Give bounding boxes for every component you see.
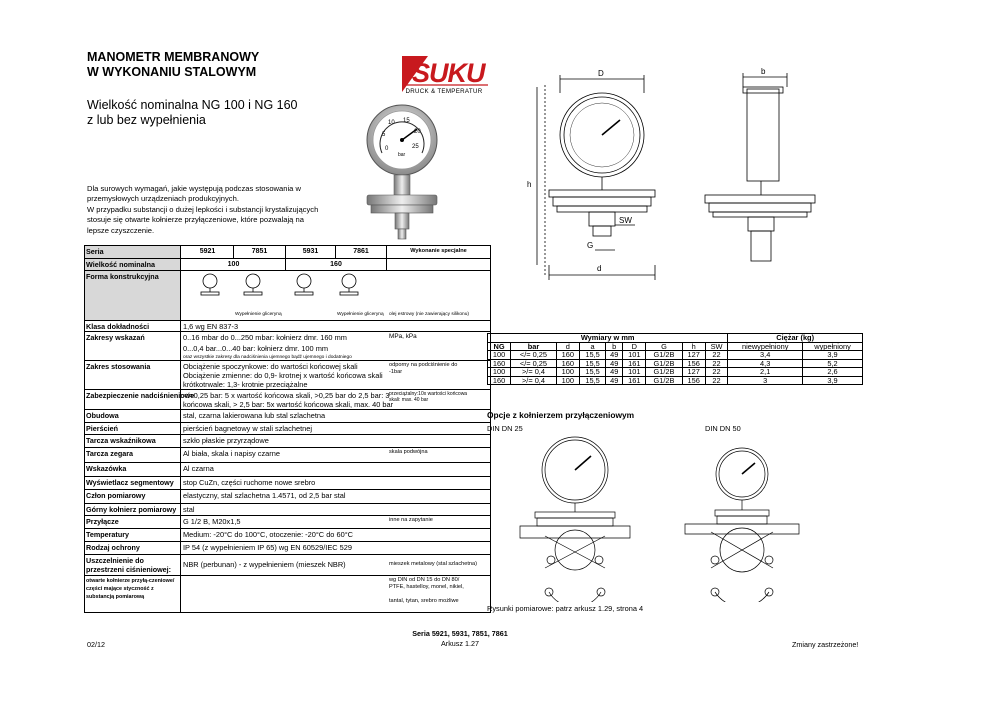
spec-value: stal, czarna lakierowana lub stal szlachetna (183, 411, 326, 420)
special-header: Wykonanie specjalne (410, 248, 467, 254)
spec-row (85, 489, 490, 503)
spec-value-line: Obciążenie zmienne: do 0,9- krotnej x wartość końcowa skali (183, 371, 383, 380)
page-subtitle (87, 98, 298, 128)
dim-label-h: h (527, 180, 532, 189)
spec-row (85, 422, 490, 434)
intro-text (87, 184, 357, 236)
size-cell: 100 (182, 259, 286, 270)
dims-cell: 100 (556, 368, 579, 377)
dims-cell: 2,1 (728, 368, 803, 377)
spec-label: Zabezpieczenie nadciśnieniowe (85, 390, 181, 409)
dims-cell: 22 (705, 359, 728, 368)
dims-cell: 161 (623, 359, 646, 368)
form-note: olej estrowy (nie zawierający silikonu) (389, 312, 469, 317)
dims-header: wypełniony (803, 342, 863, 351)
dims-header: d (556, 342, 579, 351)
dims-cell: 101 (623, 351, 646, 360)
dim-label-b: b (761, 67, 766, 76)
spec-label: Wskazówka (85, 463, 181, 476)
spec-value-line: </=0,25 bar: 5 x wartość końcowa skali, >0,25 bar do 2,5 bar: 3 (183, 391, 390, 400)
spec-row (85, 554, 490, 575)
page-title (87, 50, 259, 80)
spec-label: Temperatury (85, 529, 181, 541)
dims-header: b (606, 342, 623, 351)
title-line-1: MANOMETR MEMBRANOWY (87, 50, 260, 64)
dims-cell: 3,4 (728, 351, 803, 360)
dim-label-SW: SW (619, 216, 632, 225)
options-title: Opcje z kołnierzem przyłączeniowym (487, 410, 635, 420)
spec-side-line: odporny na podciśnienie do (389, 362, 458, 368)
dims-cell: 3,9 (803, 351, 863, 360)
dims-cell: 160 (556, 359, 579, 368)
intro-line: lepsze czyszczenie. (87, 225, 155, 235)
spec-value: stop CuZn, części ruchome nowe srebro (183, 478, 316, 487)
dims-cell: </= 0,25 (511, 359, 557, 368)
spec-value-line: 0..16 mbar do 0...250 mbar: kołnierz dmr. 160 mm (183, 333, 347, 342)
series-cell: 5931 (286, 246, 336, 258)
spec-row (85, 476, 490, 489)
spec-label: Klasa dokładności (85, 321, 181, 331)
dims-header: h (682, 342, 705, 351)
spec-value: pierścień bagnetowy w stali szlachetnej (183, 424, 312, 433)
spec-row (85, 389, 490, 409)
subtitle-line-1: Wielkość nominalna NG 100 i NG 160 (87, 98, 298, 112)
dial-number: 0 (385, 146, 389, 152)
spec-side-line: PTFE, hastelloy, monel, nikiel, (389, 584, 464, 590)
spec-side (387, 361, 490, 389)
dimensions-table (487, 333, 863, 385)
spec-side-line: skali: max. 40 bar (389, 397, 429, 403)
dims-header: D (623, 342, 646, 351)
form-note: Wypełnienie gliceryną (337, 312, 384, 317)
dim-label-D: D (598, 69, 604, 78)
dims-cell: 156 (682, 359, 705, 368)
footer-series: Seria 5921, 5931, 7851, 7861 (412, 629, 508, 638)
spec-side (387, 390, 490, 409)
dims-title: Wymiary w mm (488, 334, 728, 343)
spec-label: Przyłącze (85, 516, 181, 528)
spec-row-series (85, 246, 490, 258)
dims-cell: 15,5 (579, 376, 605, 385)
dial-number: 25 (412, 144, 419, 150)
dims-header: NG (488, 342, 511, 351)
spec-value: Al biała, skala i napisy czarne (183, 449, 280, 458)
dims-cell: 49 (606, 368, 623, 377)
spec-row (85, 528, 490, 541)
dims-cell: 49 (606, 376, 623, 385)
spec-label: Tarcza zegara (85, 448, 181, 462)
dims-cell: G1/2B (646, 359, 682, 368)
spec-side-line: wg DIN od DN 15 do DN 80/ (389, 577, 460, 583)
spec-value: G 1/2 B, M20x1,5 (183, 517, 241, 526)
spec-label: Seria (85, 246, 181, 258)
dial-unit: bar (398, 152, 406, 158)
spec-row (85, 575, 490, 612)
dims-cell: 22 (705, 376, 728, 385)
spec-label: Uszczelnienie do przestrzeni ciśnieniowej: (85, 555, 181, 575)
spec-side: inne na zapytanie (389, 517, 433, 523)
dims-cell: 2,6 (803, 368, 863, 377)
form-note: Wypełnienie gliceryną (235, 312, 282, 317)
spec-row (85, 434, 490, 447)
spec-side (387, 576, 490, 612)
dims-cell: >/= 0,4 (511, 376, 557, 385)
intro-line: przemysłowych urządzeniach produkcyjnych. (87, 194, 239, 204)
spec-value: Medium: -20°C do 100°C, otoczenie: -20°C do 60°C (183, 530, 353, 539)
spec-value-line: Obciążenie spoczynkowe: do wartości końcowej skali (183, 362, 358, 371)
spec-label: otwarte kołnierze przyłą-czeniowe/ części mające styczność z substancją pomiarową (85, 576, 181, 612)
spec-value: Al czarna (183, 464, 214, 473)
spec-side-line: tantal, tytan, srebro możliwe (389, 598, 459, 604)
spec-label: Człon pomiarowy (85, 490, 181, 503)
series-cell: 5921 (182, 246, 234, 258)
dims-cell: 15,5 (579, 351, 605, 360)
dims-cell: >/= 0,4 (511, 368, 557, 377)
dims-cell: 3,9 (803, 376, 863, 385)
dims-cell: 15,5 (579, 368, 605, 377)
reference-note: Rysunki pomiarowe: patrz arkusz 1.29, strona 4 (487, 604, 644, 613)
spec-label: Wyświetlacz segmentowy (85, 477, 181, 489)
dim-label-d: d (597, 264, 602, 273)
dims-cell: 161 (623, 376, 646, 385)
dims-cell: 4,3 (728, 359, 803, 368)
gauge-photo-icon (355, 103, 450, 241)
dims-cell: 22 (705, 368, 728, 377)
dims-cell: 127 (682, 368, 705, 377)
dims-row (488, 351, 863, 360)
dims-cell: 100 (488, 368, 511, 377)
dims-cell: 156 (682, 376, 705, 385)
footer-sheet: Arkusz 1.27 (441, 639, 479, 648)
svg-text:SUKU: SUKU (412, 58, 485, 88)
spec-label: Obudowa (85, 410, 181, 422)
spec-value: NBR (perbunan) - z wypełnieniem (mieszek NBR) (183, 560, 346, 569)
dims-cell: 101 (623, 368, 646, 377)
spec-label: Górny kołnierz pomiarowy (85, 504, 181, 515)
spec-label: Rodzaj ochrony (85, 542, 181, 554)
dimension-drawing (515, 65, 855, 283)
footer-date: 02/12 (87, 640, 105, 649)
dims-cell: 3 (728, 376, 803, 385)
dims-cell: 22 (705, 351, 728, 360)
spec-label: Wielkość nominalna (85, 259, 181, 270)
spec-row-size (85, 258, 490, 270)
intro-line: W przypadku substancji o dużej lepkości i substancji krystalizujących (87, 204, 319, 214)
dial-number: 5 (382, 132, 386, 138)
spec-side: mieszek metalowy (stal szlachetna) (389, 561, 477, 567)
dims-cell: 15,5 (579, 359, 605, 368)
dims-header: a (579, 342, 605, 351)
spec-label: Zakresy wskazań (85, 332, 181, 360)
spec-label: Zakres stosowania (85, 361, 181, 389)
dims-header: niewypełniony (728, 342, 803, 351)
spec-row (85, 360, 490, 389)
spec-row (85, 447, 490, 462)
dial-number: 15 (403, 118, 410, 124)
dims-cell: 49 (606, 351, 623, 360)
dims-cell: 5,2 (803, 359, 863, 368)
spec-side-line: przeciążalny:10x wartości końcowa (389, 391, 468, 397)
footer-center (320, 629, 600, 649)
spec-value: szkło płaskie przyrządowe (183, 436, 269, 445)
flange-options-drawing (515, 432, 855, 602)
spec-value: elastyczny, stal szlachetna 1.4571, od 2,5 bar stal (183, 491, 346, 500)
spec-side: MPa, kPa (389, 333, 417, 340)
dims-cell: G1/2B (646, 351, 682, 360)
spec-value: stal (183, 505, 195, 514)
weight-title: Ciężar (kg) (728, 334, 863, 343)
series-cell: 7851 (234, 246, 286, 258)
dims-cell: 100 (556, 376, 579, 385)
option-dn50-label: DIN DN 50 (705, 424, 741, 433)
size-cell: 160 (286, 259, 387, 270)
spec-row (85, 541, 490, 554)
logo-tagline: DRUCK & TEMPERATUR (405, 88, 483, 95)
spec-label: Tarcza wskaźnikowa (85, 435, 181, 447)
spec-row (85, 503, 490, 515)
dims-cell: 160 (488, 376, 511, 385)
dims-cell: G1/2B (646, 376, 682, 385)
spec-label: Forma konstrukcyjna (85, 271, 181, 320)
spec-value-line: końcowa skali, > 2,5 bar: 5x wartość końcowa skali, max. 40 bar (183, 400, 394, 409)
dims-cell: G1/2B (646, 368, 682, 377)
option-dn25-label: DIN DN 25 (487, 424, 523, 433)
dims-cell: 100 (488, 351, 511, 360)
dims-cell: 160 (488, 359, 511, 368)
spec-side-line: -1bar (389, 369, 403, 375)
dial-number: 10 (388, 120, 395, 126)
spec-value-line: krótkotrwale: 1,3- krotnie przeciążalne (183, 380, 308, 389)
intro-line: Dla surowych wymagań, jakie występują podczas stosowania w (87, 184, 301, 193)
spec-value: IP 54 (z wypełnieniem IP 65) wg EN 60529/IEC 529 (183, 543, 352, 552)
spec-value: 1,6 wg EN 837-3 (183, 322, 239, 331)
dims-cell: 127 (682, 351, 705, 360)
spec-row-form (85, 270, 490, 320)
series-cell: 7861 (336, 246, 387, 258)
spec-row (85, 331, 490, 360)
dims-row (488, 368, 863, 377)
spec-row (85, 462, 490, 476)
dial-number: 20 (414, 129, 421, 135)
intro-line: stosuje się otwarte kołnierze przyłączeniowe, które pozwalają na (87, 215, 304, 225)
spec-value-line: 0...0,4 bar...0...40 bar: kołnierz dmr. 100 mm (183, 344, 329, 353)
dims-header: G (646, 342, 682, 351)
title-line-2: W WYKONANIU STALOWYM (87, 65, 257, 79)
spec-row (85, 320, 490, 331)
dim-label-G: G (587, 241, 594, 250)
spec-value-note: oraz wszystkie zakresy dla nadciśnienia ujemnego bądź ujemnego i dodatniego (183, 355, 352, 360)
spec-table (84, 245, 491, 613)
spec-side: skala podwójna (389, 449, 428, 455)
spec-label: Pierścień (85, 423, 181, 434)
subtitle-line-2: z lub bez wypełnienia (87, 113, 206, 127)
dims-row (488, 376, 863, 385)
dims-header: bar (511, 342, 557, 351)
footer-note: Zmiany zastrzeżone! (792, 640, 859, 649)
dims-cell: 49 (606, 359, 623, 368)
spec-row (85, 409, 490, 422)
dims-header: SW (705, 342, 728, 351)
dims-cell: </= 0,25 (511, 351, 557, 360)
spec-row (85, 515, 490, 528)
dims-cell: 160 (556, 351, 579, 360)
